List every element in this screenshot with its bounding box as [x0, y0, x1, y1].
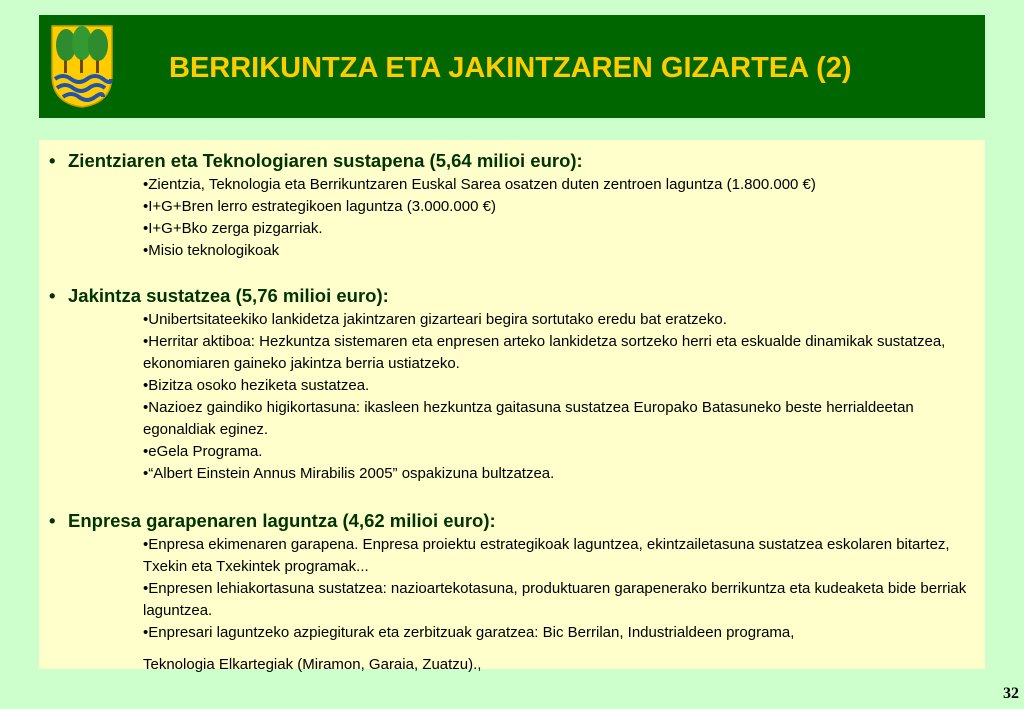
section-heading: • Jakintza sustatzea (5,76 milioi euro):: [49, 285, 389, 306]
page-title: BERRIKUNTZA ETA JAKINTZAREN GIZARTEA (2): [169, 52, 852, 84]
page-number: 32: [1003, 685, 1019, 702]
list-item: •Zientzia, Teknologia eta Berrikuntzaren Euskal Sarea osatzen duten zentroen laguntza (1.800.000 €): [143, 176, 816, 193]
bullet: •: [49, 285, 56, 306]
section-heading: • Zientziaren eta Teknologiaren sustapena (5,64 milioi euro):: [49, 150, 583, 171]
list-item: •“Albert Einstein Annus Mirabilis 2005” ospakizuna bultzatzea.: [143, 465, 555, 482]
section-heading: • Enpresa garapenaren laguntza (4,62 milioi euro):: [49, 510, 496, 531]
list-item: •Misio teknologikoak: [143, 242, 280, 259]
list-item: •I+G+Bko zerga pizgarriak.: [143, 220, 323, 237]
list-item: •eGela Programa.: [143, 443, 263, 460]
list-item: •Bizitza osoko heziketa sustatzea.: [143, 377, 370, 394]
list-item: •I+G+Bren lerro estrategikoen laguntza (3.000.000 €): [143, 198, 496, 215]
list-item: Teknologia Elkartegiak (Miramon, Garaia, Zuatzu).,: [143, 656, 482, 673]
bullet: •: [49, 150, 56, 171]
list-item: •Enpresa ekimenaren garapena. Enpresa proiektu estrategikoak laguntzea, ekintzailetasuna sustatzea eskolaren bitartez, Txekin eta Txekintek programak...: [143, 536, 950, 575]
content-panel: [39, 140, 985, 673]
list-item: •Enpresari laguntzeko azpiegiturak eta zerbitzuak garatzea: Bic Berrilan, Industrialdeen programa,: [143, 624, 795, 641]
list-item: •Herritar aktiboa: Hezkuntza sistemaren eta enpresen arteko lankidetza sortzeko herri eta eskualde dinamikak sustatzea, ekonomiaren gaineko jakintza berria ustiatzeko.: [143, 333, 946, 372]
list-item: •Enpresen lehiakortasuna sustatzea: nazioartekotasuna, produktuaren garapenerako berrikuntza eta kudeaketa bide berriak laguntzea.: [143, 580, 967, 619]
list-item: •Nazioez gaindiko higikortasuna: ikasleen hezkuntza gaitasuna sustatzea Europako Batasuneko beste herrialdeetan egonaldiak eginez.: [143, 399, 914, 438]
bullet: •: [49, 510, 56, 531]
list-item: •Unibertsitateekiko lankidetza jakintzaren gizarteari begira sortutako eredu bat eratzeko.: [143, 311, 727, 328]
coat-of-arms-trees-icon: [49, 23, 115, 109]
header-bar: [39, 15, 985, 118]
